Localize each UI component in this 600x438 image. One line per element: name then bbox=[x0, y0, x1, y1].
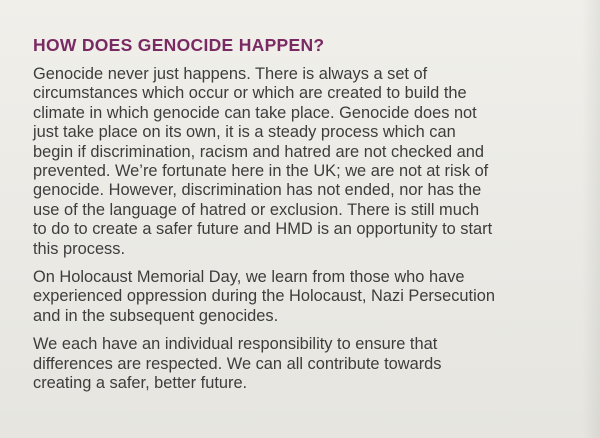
page-edge-shadow bbox=[582, 0, 600, 438]
paragraph-holocaust-memorial-day: On Holocaust Memorial Day, we learn from those who have experienced oppression during the Holocaust, Nazi Persecution and in the subsequent genocides. bbox=[33, 268, 495, 325]
paragraph-genocide-process: Genocide never just happens. There is always a set of circumstances which occur or which are created to build the climate in which genocide can take place. Genocide does not just take place on its own, it is a steady process which can begin if discrimination, racism and hatred are not checked and prevented. We’re fortunate here in the UK; we are not at risk of genocide. However, discrimination has not ended, nor has the use of the language of hatred or exclusion. There is still much to do to create a safer future and HMD is an opportunity to start this process. bbox=[33, 65, 493, 258]
paragraph-individual-responsibility: We each have an individual responsibility to ensure that differences are respected. We can all contribute towards creating a safer, better future. bbox=[33, 335, 442, 393]
section-heading: HOW DOES GENOCIDE HAPPEN? bbox=[33, 35, 325, 55]
